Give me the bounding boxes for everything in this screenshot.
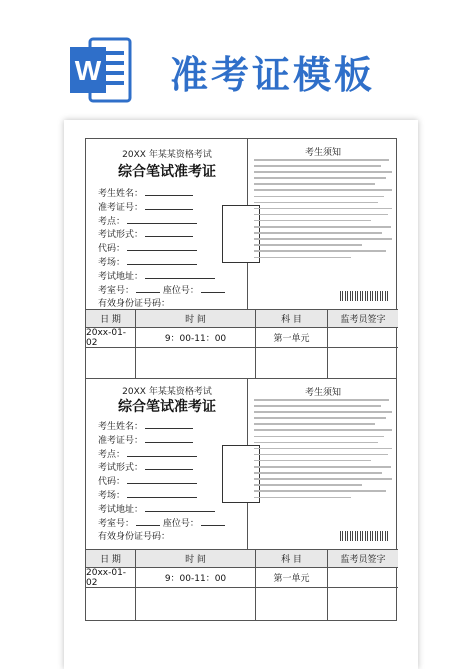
field-ticket-number: 准考证号： [98,200,238,214]
ticket-title: 综合笔试准考证 [118,399,216,415]
fill-line [127,490,197,498]
notice-panel [248,379,398,549]
field-ticket-number: 准考证号： [98,433,238,447]
notice-title: 考生须知 [304,388,341,398]
header-signature: 监考员签字 [340,315,386,325]
cell-date: 20xx-01-02 [86,328,136,347]
field-code: 代码： [98,474,238,488]
header-subject: 科 目 [256,310,328,327]
field-exam-form: 考试形式： [98,227,238,241]
admission-ticket [85,378,397,621]
ticket-info-panel [86,139,248,309]
barcode-icon [340,531,390,541]
exam-subtitle: 20XX 年某某资格考试 [122,387,212,397]
header-time: 时 间 [136,550,256,567]
ticket-title: 综合笔试准考证 [118,164,216,180]
cell-time: 9：00-11：00 [136,568,256,587]
field-exam-room: 考场： [98,255,238,269]
header-subject: 科 目 [256,550,328,567]
field-exam-room: 考场： [98,488,238,502]
field-exam-address: 考试地址： [98,269,238,283]
fill-line [136,285,160,293]
header-date: 日 期 [86,550,136,567]
field-name: 考生姓名： [98,186,238,200]
field-exam-address: 考试地址： [98,502,238,516]
barcode-icon [340,291,390,301]
fill-line [145,202,193,210]
fill-line [145,188,193,196]
field-id-number: 有效身份证号码： [98,532,171,543]
svg-text:W: W [74,55,102,86]
notice-text [254,159,392,263]
cell-subject: 第一单元 [256,328,328,347]
cell-signature [328,568,398,587]
word-icon [68,35,132,105]
fill-line [145,462,193,470]
field-room-seat: 考室号： 座位号： [98,283,238,297]
page-title: 准考证模板 [170,53,376,97]
cell-signature [328,328,398,347]
fill-line [145,421,193,429]
field-exam-site: 考点： [98,447,238,461]
field-id-number: 有效身份证号码： [98,299,171,310]
fill-line [145,504,215,512]
notice-text [254,399,392,503]
ticket-info-panel [86,379,248,549]
field-list [98,186,238,310]
field-room-seat: 考室号： 座位号： [98,516,238,530]
field-code: 代码： [98,241,238,255]
table-row [86,567,398,587]
fill-line [127,449,197,457]
cell-subject: 第一单元 [256,568,328,587]
notice-panel [248,139,398,309]
cell-date: 20xx-01-02 [86,568,136,587]
fill-line [201,518,225,526]
page-header [0,0,474,110]
field-list [98,419,238,543]
schedule-table [86,309,398,381]
fill-line [127,476,197,484]
header-time: 时 间 [136,310,256,327]
field-exam-form: 考试形式： [98,460,238,474]
document-page [64,120,418,669]
exam-subtitle: 20XX 年某某资格考试 [122,150,212,160]
table-row [86,327,398,347]
header-signature: 监考员签字 [340,555,386,565]
field-name: 考生姓名： [98,419,238,433]
table-header [86,549,398,567]
fill-line [145,229,193,237]
fill-line [201,285,225,293]
table-row-empty [86,587,398,621]
cell-time: 9：00-11：00 [136,328,256,347]
schedule-table [86,549,398,621]
field-exam-site: 考点： [98,214,238,228]
fill-line [127,243,197,251]
fill-line [127,216,197,224]
admission-ticket [85,138,397,381]
table-row-empty [86,347,398,381]
fill-line [136,518,160,526]
fill-line [145,271,215,279]
fill-line [145,435,193,443]
header-date: 日 期 [86,310,136,327]
table-header [86,309,398,327]
notice-title: 考生须知 [304,148,341,158]
fill-line [127,257,197,265]
